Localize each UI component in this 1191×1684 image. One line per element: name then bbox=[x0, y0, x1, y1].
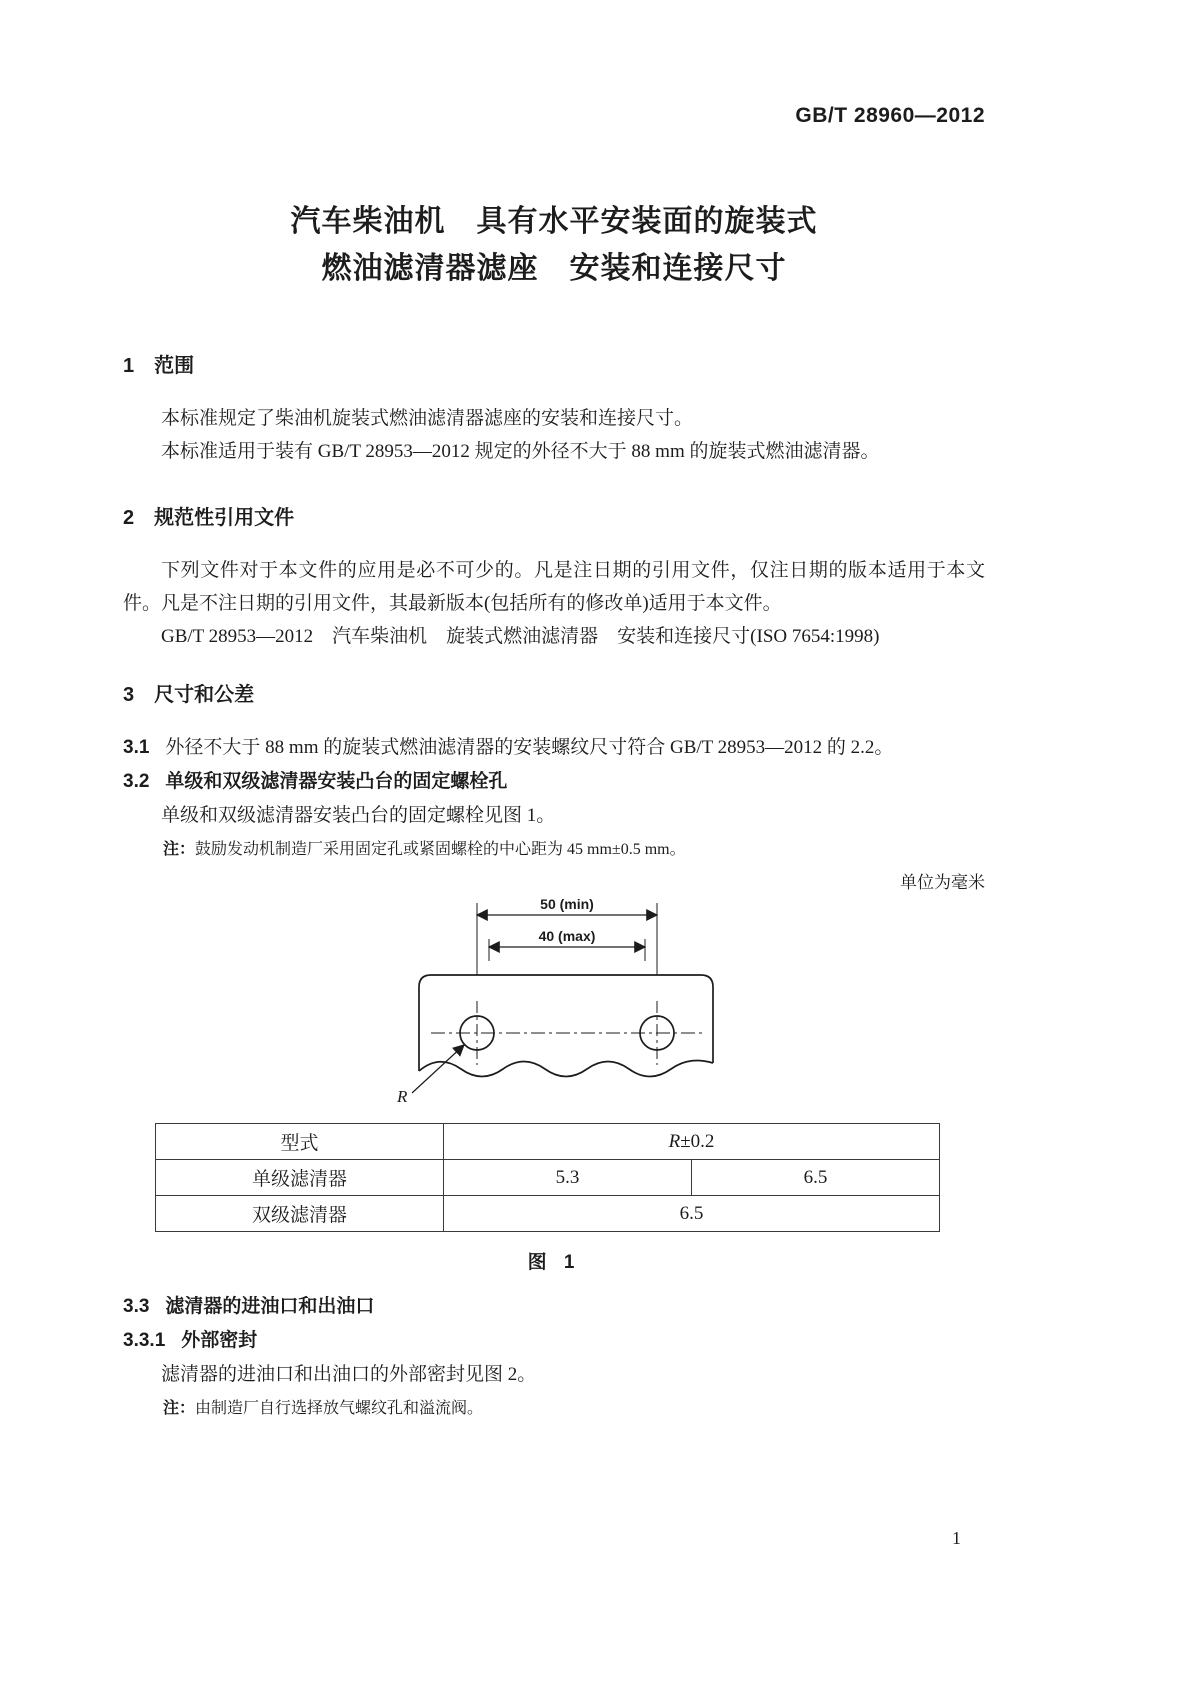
clause-3-1-number: 3.1 bbox=[123, 737, 150, 758]
note-label-2: 注： bbox=[163, 1400, 196, 1417]
row-single-value-2: 6.5 bbox=[692, 1160, 940, 1196]
clause-3-1 bbox=[123, 731, 985, 765]
dimension-label-top: 50 (min) bbox=[540, 896, 594, 912]
note-label: 注： bbox=[163, 841, 196, 858]
table-row-single bbox=[156, 1160, 940, 1196]
figure-1-caption: 图 1 bbox=[527, 1252, 581, 1273]
note-text-2: 由制造厂自行选择放气螺纹孔和溢流阀。 bbox=[195, 1400, 484, 1417]
table-header-radius bbox=[444, 1124, 940, 1160]
row-double-value: 6.5 bbox=[444, 1196, 940, 1232]
clause-3-3-number: 3.3 bbox=[123, 1296, 150, 1317]
clause-3-1-text: 外径不大于 88 mm 的旋装式燃油滤清器的安装螺纹尺寸符合 GB/T 28953—2012 的 2.2。 bbox=[165, 737, 894, 758]
row-single-value-1: 5.3 bbox=[444, 1160, 692, 1196]
table-header-type: 型式 bbox=[156, 1124, 444, 1160]
clause-3-3-1-note bbox=[163, 1396, 985, 1422]
scope-paragraph-1: 本标准规定了柴油机旋装式燃油滤清器滤座的安装和连接尺寸。 bbox=[161, 408, 694, 429]
clause-3-2-title: 单级和双级滤清器安装凸台的固定螺栓孔 bbox=[165, 771, 508, 792]
table-header-row bbox=[156, 1124, 940, 1160]
scope-paragraph-2: 本标准适用于装有 GB/T 28953—2012 规定的外径不大于 88 mm 的旋装式燃油滤清器。 bbox=[161, 441, 880, 462]
page-content bbox=[123, 0, 985, 1422]
radius-tolerance: ±0.2 bbox=[680, 1130, 715, 1152]
clause-3-3 bbox=[123, 1290, 985, 1324]
clause-3-3-1-number: 3.3.1 bbox=[123, 1330, 166, 1351]
row-double-label: 双级滤清器 bbox=[156, 1196, 444, 1232]
clause-3-3-1-title: 外部密封 bbox=[181, 1330, 258, 1351]
break-line-wavy bbox=[419, 1061, 713, 1077]
row-single-label: 单级滤清器 bbox=[156, 1160, 444, 1196]
clause-3-2-paragraph: 单级和双级滤清器安装凸台的固定螺栓见图 1。 bbox=[161, 805, 556, 826]
section-3-heading: 3 尺寸和公差 bbox=[123, 684, 255, 706]
dimension-label-bottom: 40 (max) bbox=[538, 928, 596, 944]
normative-reference-entry: GB/T 28953—2012 汽车柴油机 旋装式燃油滤清器 安装和连接尺寸(ISO 7654:1998) bbox=[161, 626, 880, 647]
figure-1 bbox=[123, 895, 985, 1117]
table-row-double bbox=[156, 1196, 940, 1232]
document-title-line2: 燃油滤清器滤座 安装和连接尺寸 bbox=[321, 252, 787, 285]
clause-3-3-1 bbox=[123, 1324, 985, 1358]
page-number: 1 bbox=[952, 1528, 961, 1548]
clause-3-3-1-paragraph: 滤清器的进油口和出油口的外部密封见图 2。 bbox=[161, 1364, 537, 1385]
radius-symbol: R bbox=[668, 1130, 681, 1152]
document-title bbox=[123, 198, 985, 292]
normative-references-paragraph: 下列文件对于本文件的应用是必不可少的。凡是注日期的引用文件，仅注日期的版本适用于本文件。凡是不注日期的引用文件，其最新版本(包括所有的修改单)适用于本文件。 bbox=[123, 560, 985, 614]
radius-label: R bbox=[397, 1087, 408, 1106]
clause-3-2-note bbox=[163, 837, 985, 863]
section-1-heading: 1 范围 bbox=[123, 355, 195, 377]
document-title-line1: 汽车柴油机 具有水平安装面的旋装式 bbox=[290, 205, 818, 238]
clause-3-2 bbox=[123, 765, 985, 799]
standard-number: GB/T 28960—2012 bbox=[795, 104, 985, 127]
section-2-heading: 2 规范性引用文件 bbox=[123, 507, 295, 529]
spec-table bbox=[155, 1123, 940, 1232]
figure-1-drawing bbox=[385, 895, 733, 1117]
note-text: 鼓励发动机制造厂采用固定孔或紧固螺栓的中心距为 45 mm±0.5 mm。 bbox=[195, 841, 686, 858]
unit-note: 单位为毫米 bbox=[900, 873, 985, 892]
clause-3-2-number: 3.2 bbox=[123, 771, 150, 792]
clause-3-3-title: 滤清器的进油口和出油口 bbox=[165, 1296, 375, 1317]
